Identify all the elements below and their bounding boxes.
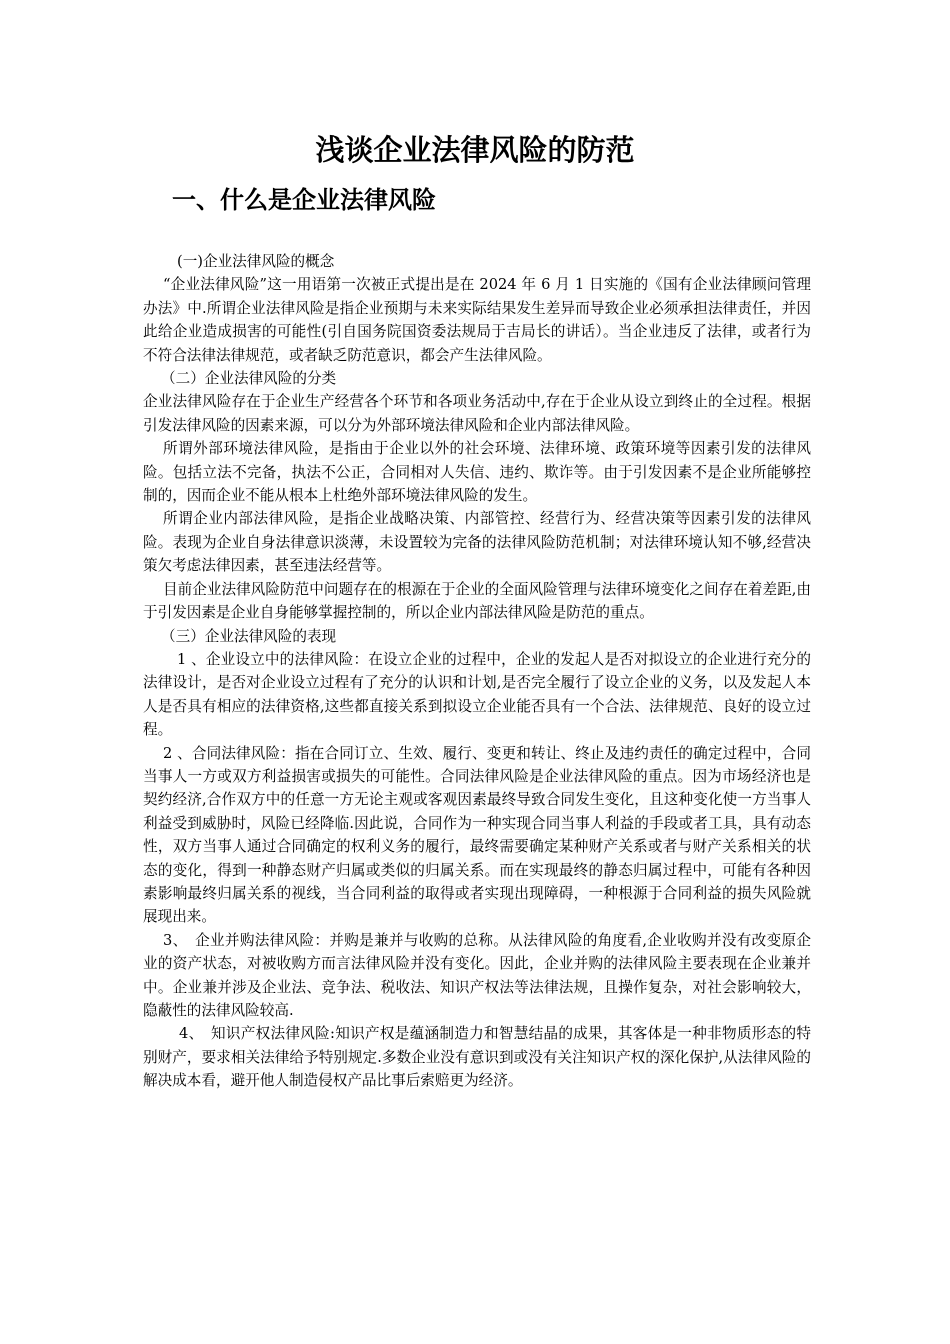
paragraph: 所谓外部环境法律风险，是指由于企业以外的社会环境、法律环境、政策环境等因素引发的法律风险。包括立法不完备，执法不公正，合同相对人失信、违约、欺诈等。由于引发因素不是企业所能够控制的，因而企业不能从根本上杜绝外部环境法律风险的发生。 [143,440,811,505]
subsection-heading: (一)企业法律风险的概念 [177,253,335,270]
list-item: 3、 企业并购法律风险：并购是兼并与收购的总称。从法律风险的角度看,企业收购并没有改变原企业的资产状态，对被收购方而言法律风险并没有变化。因此，企业并购的法律风险主要表现在企业兼并中。企业兼并涉及企业法、竞争法、税收法、知识产权法等法律法规，且操作复杂，对社会影响较大，隐蔽性的法律风险较高. [143,931,811,1019]
list-item: 1 、企业设立中的法律风险：在设立企业的过程中，企业的发起人是否对拟设立的企业进行充分的法律设计，是否对企业设立过程有了充分的认识和计划,是否完全履行了设立企业的义务，以及发起人本人是否具有相应的法律资格,这些都直接关系到拟设立企业能否具有一个合法、法律规范、良好的设立过程。 [143,650,811,739]
section-heading: 一、什么是企业法律风险 [172,186,436,214]
list-item: 4、 知识产权法律风险:知识产权是蕴涵制造力和智慧结晶的成果，其客体是一种非物质形态的特别财产，要求相关法律给予特别规定.多数企业没有意识到或没有关注知识产权的深化保护,从法律风险的解决成本看，避开他人制造侵权产品比事后索赔更为经济。 [143,1025,811,1090]
document-title: 浅谈企业法律风险的防范 [315,133,635,167]
paragraph: 目前企业法律风险防范中问题存在的根源在于企业的全面风险管理与法律环境变化之间存在着差距,由于引发因素是企业自身能够掌握控制的，所以企业内部法律风险是防范的重点。 [143,580,811,622]
paragraph: 所谓企业内部法律风险，是指企业战略决策、内部管控、经营行为、经营决策等因素引发的法律风险。表现为企业自身法律意识淡薄，未设置较为完备的法律风险防范机制；对法律环境认知不够,经营决策欠考虑法律因素，甚至违法经营等。 [143,510,811,575]
subsection-heading: （三）企业法律风险的表现 [161,627,337,645]
document-body [143,250,811,1093]
subsection-heading: （二）企业法律风险的分类 [161,370,337,388]
list-item: 2 、合同法律风险：指在合同订立、生效、履行、变更和转让、终止及违约责任的确定过程中，合同当事人一方或双方利益损害或损失的可能性。合同法律风险是企业法律风险的重点。因为市场经济也是契约经济,合作双方中的任意一方无论主观或客观因素最终导致合同发生变化，且这种变化使一方当事人利益受到威胁时，风险已经降临.因此说，合同作为一种实现合同当事人利益的手段或者工具，具有动态性，双方当事人通过合同确定的权利义务的履行，最终需要确定某种财产关系或者与财产关系相关的状态的变化，得到一种静态财产归属或类似的归属关系。而在实现最终的静态归属过程中，可能有各种因素影响最终归属关系的视线，当合同利益的取得或者实现出现障碍，一种根源于合同利益的损失风险就展现出来。 [143,744,811,926]
paragraph: “企业法律风险”这一用语第一次被正式提出是在 2024 年 6 月 1 日实施的《国有企业法律顾问管理办法》中.所谓企业法律风险是指企业预期与未来实际结果发生差异而导致企业必须承担法律责任，并因此给企业造成损害的可能性(引自国务院国资委法规局于吉局长的讲话）。当企业违反了法律，或者行为不符合法律法律规范，或者缺乏防范意识，都会产生法律风险。 [143,276,811,364]
paragraph: 企业法律风险存在于企业生产经营各个环节和各项业务活动中,存在于企业从设立到终止的全过程。根据引发法律风险的因素来源，可以分为外部环境法律风险和企业内部法律风险。 [143,393,811,434]
